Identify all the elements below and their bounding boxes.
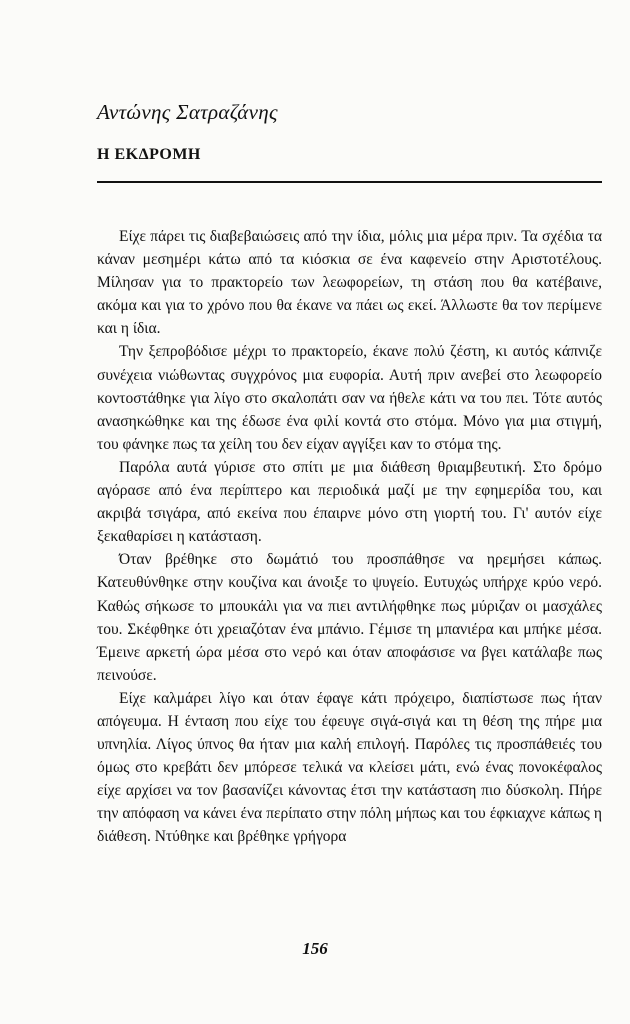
title-divider xyxy=(97,181,602,183)
paragraph: Όταν βρέθηκε στο δωμάτιό του προσπάθησε να ηρεμήσει κάπως. Κατευθύνθηκε στην κουζίνα και άνοιξε το ψυγείο. Ευτυχώς υπήρχε κρύο νερό. Καθώς σήκωσε το μπουκάλι για να πιει αντιλήφθηκε πως μύριζαν οι μασχάλες του. Σκέφθηκε ότι χρειαζόταν ένα μπάνιο. Γέμισε τη μπανιέρα και μπήκε μέσα. Έμεινε αρκετή ώρα μέσα στο νερό και όταν αποφάσισε να βγει κατάλαβε πως πεινούσε. xyxy=(97,551,602,684)
paragraph: Είχε πάρει τις διαβεβαιώσεις από την ίδια, μόλις μια μέρα πριν. Τα σχέδια τα κάναν μεσημέρι κάτω από τα κιόσκια σε ένα καφενείο στην Αριστοτέλους. Μίλησαν για το πρακτορείο των λεωφορείων, τη στάση που θα κατέβαινε, ακόμα και για το χρόνο που θα έκανε να πάει ως εκεί. Άλλωστε θα τον περίμενε και η ίδια. xyxy=(97,228,602,338)
paragraph: Παρόλα αυτά γύρισε στο σπίτι με μια διάθεση θριαμβευτική. Στο δρόμο αγόρασε από ένα περίπτερο και περιοδικά μαζί με την εφημερίδα του, και ακριβά τσιγάρα, από εκείνα που έπαιρνε μόνο στη γιορτή του. Γι' αυτόν είχε ξεκαθαρίσει η κατάσταση. xyxy=(97,458,602,546)
page-number: 156 xyxy=(302,939,328,958)
paragraph: Την ξεπροβόδισε μέχρι το πρακτορείο, έκανε πολύ ζέστη, κι αυτός κάπνιζε συνέχεια νιώθωντας συγχρόνος μια ευφορία. Αυτή πριν ανεβεί στο λεωφορείο κοντοστάθηκε για λίγο στο σκαλοπάτι σαν να ήθελε κάτι να του πει. Τότε αυτός ανασηκώθηκε και της έδωσε ένα φιλί κοντά στο στόμα. Μόνο για μια στιγμή, του φάνηκε πως τα χείλη του δεν είχαν αγγίξει καν το στόμα της. xyxy=(97,343,602,453)
paragraph: Είχε καλμάρει λίγο και όταν έφαγε κάτι πρόχειρο, διαπίστωσε πως ήταν απόγευμα. Η ένταση που είχε του έφευγε σιγά-σιγά και τη θέση της πήρε μια υπνηλία. Λίγος ύπνος θα ήταν μια καλή επιλογή. Παρόλες τις προσπάθειές του όμως στο κρεβάτι δεν μπόρεσε τελικά να κλείσει μάτι, ενώ ένας πονοκέφαλος είχε αρχίσει να τον βασανίζει κάνοντας έτσι την κατάσταση πιο δύσκολη. Πήρε την απόφαση να κάνει ένα περίπατο στην πόλη μήπως και του έφκιαχνε κάπως η διάθεση. Ντύθηκε και βρέθηκε γρήγορα xyxy=(97,689,602,846)
author-name: Αντώνης Σατραζάνης xyxy=(97,100,278,124)
story-title: Η ΕΚΔΡΟΜΗ xyxy=(97,146,201,163)
story-body xyxy=(97,225,602,849)
